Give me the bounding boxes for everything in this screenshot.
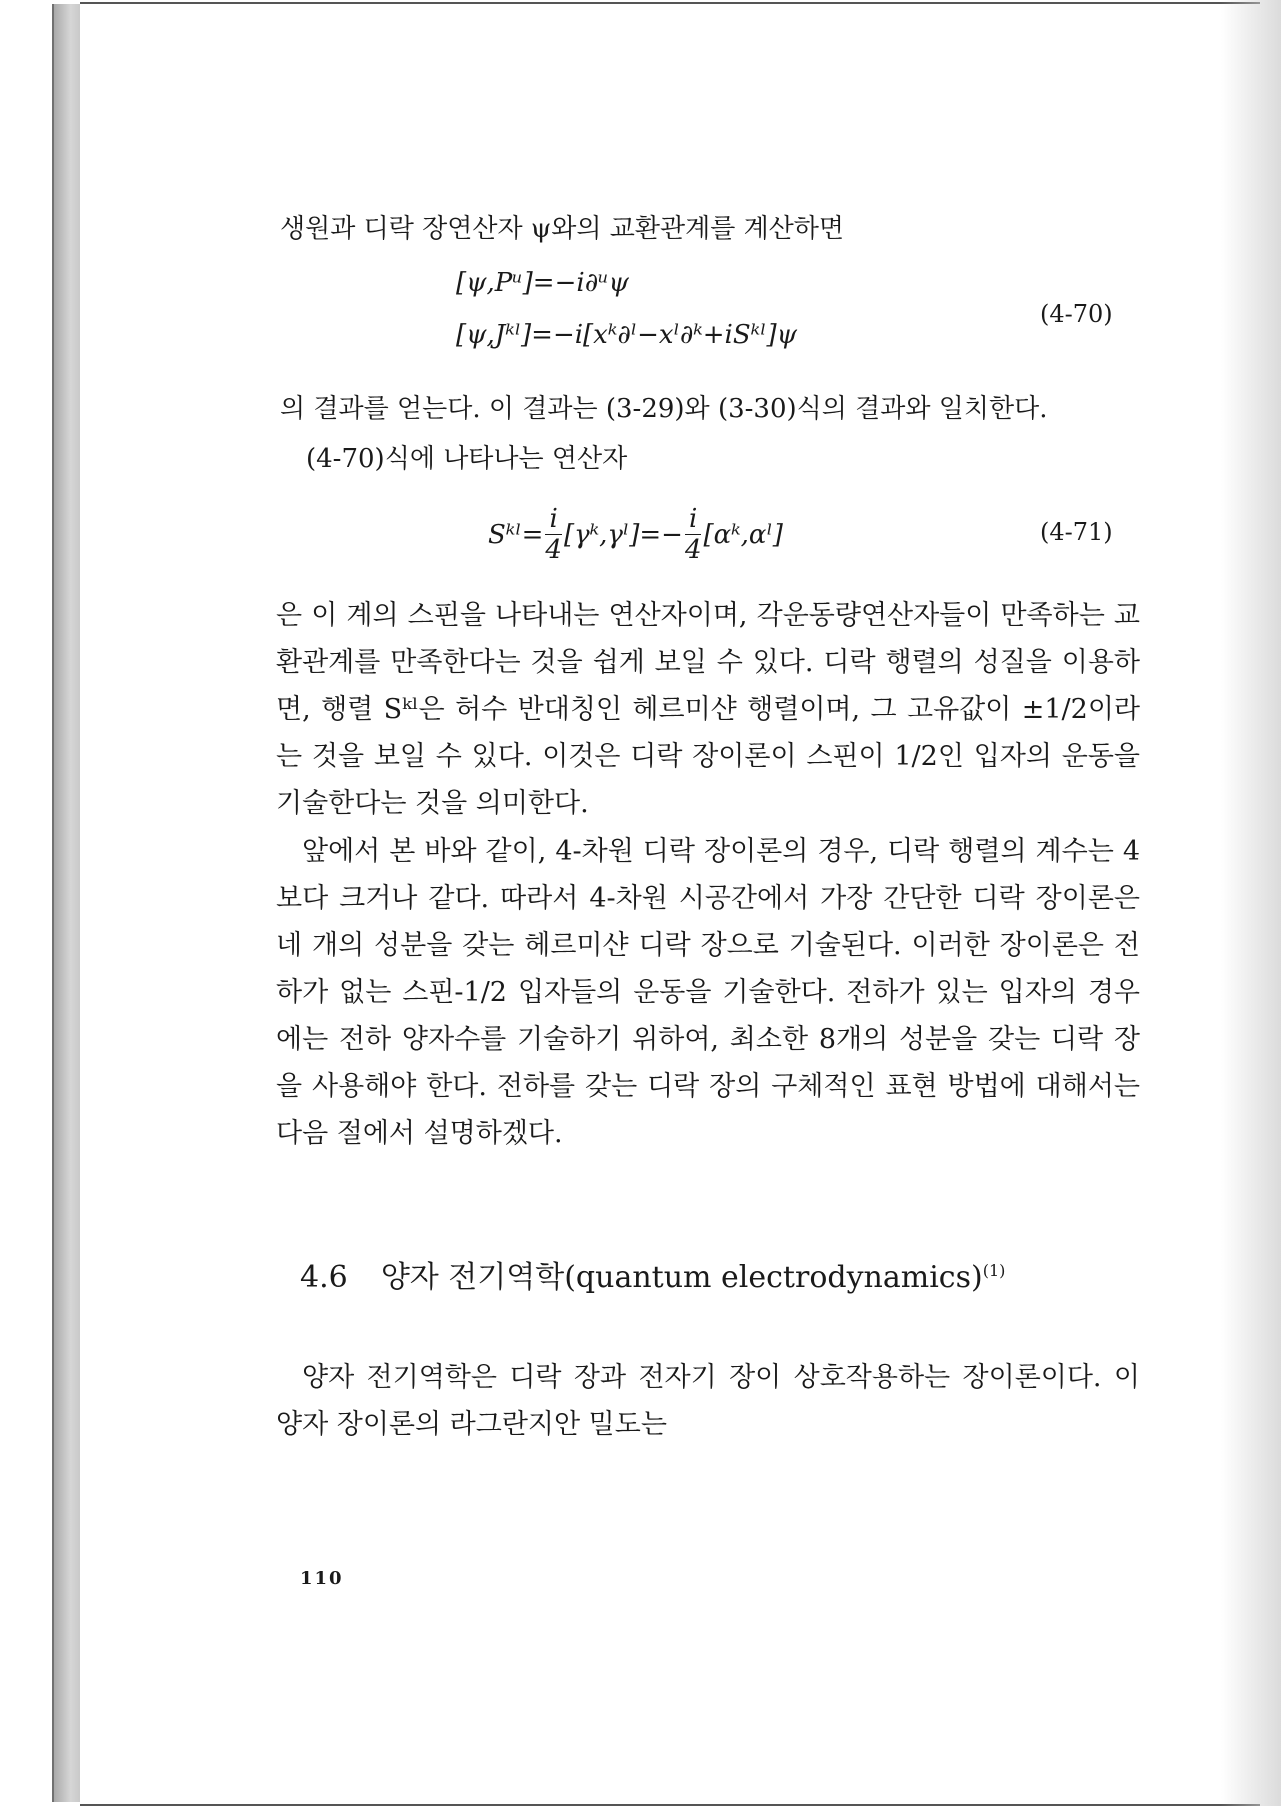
section-footnote: (1): [982, 1261, 1006, 1280]
paragraph-2: 앞에서 본 바와 같이, 4-차원 디락 장이론의 경우, 디락 행렬의 계수는 4보다 크거나 같다. 따라서 4-차원 시공간에서 가장 간단한 디락 장이론은 네 개의 성분을 갖는 헤르미샨 디락 장으로 기술된다. 이러한 장이론은 전하가 없는 스핀-1/2 입자들의 운동을 기술한다. 전하가 있는 입자의 경우에는 전하 양자수를 기술하기 위하여, 최소한 8개의 성분을 갖는 디락 장을 사용해야 한다. 전하를 갖는 디락 장의 구체적인 표현 방법에 대해서는 다음 절에서 설명하겠다.: [276, 836, 1140, 1149]
result-line: 의 결과를 얻는다. 이 결과는 (3-29)와 (3-30)식의 결과와 일치한다.: [280, 394, 1048, 424]
page-number: 110: [300, 1568, 344, 1589]
section-number: 4.6: [300, 1260, 348, 1295]
operator-line: (4-70)식에 나타나는 연산자: [306, 444, 628, 474]
eq-4-71-number: (4-71): [1040, 518, 1113, 546]
eq-4-71-frac2-num: i: [685, 506, 702, 535]
page-shadow: [1221, 0, 1281, 1806]
eq-4-70-line1: [ψ,Pᵘ]=−i∂ᵘψ: [456, 268, 629, 298]
eq-4-70-number: (4-70): [1040, 300, 1113, 328]
section-heading: [300, 1252, 1005, 1296]
paragraph-1: 은 이 계의 스핀을 나타내는 연산자이며, 각운동량연산자들이 만족하는 교환관계를 만족한다는 것을 쉽게 보일 수 있다. 디락 행렬의 성질을 이용하면, 행렬 Sᵏˡ은 허수 반대칭인 헤르미샨 행렬이며, 그 고유값이 ±1/2이라는 것을 보일 수 있다. 이것은 디락 장이론이 스핀이 1/2인 입자의 운동을 기술한다는 것을 의미한다.: [276, 600, 1140, 819]
eq-4-71-lhs: Sᵏˡ=: [488, 519, 544, 550]
eq-4-71-frac2-den: 4: [684, 535, 702, 565]
eq-4-70-line2: [ψ,Jᵏˡ]=−i[xᵏ∂ˡ−xˡ∂ᵏ+iSᵏˡ]ψ: [456, 320, 798, 350]
paragraph-3: 양자 전기역학은 디락 장과 전자기 장이 상호작용하는 장이론이다. 이 양자 장이론의 라그란지안 밀도는: [276, 1362, 1140, 1440]
section-title: 양자 전기역학(quantum electrodynamics): [380, 1260, 983, 1295]
eq-4-71-frac1: [545, 506, 562, 563]
eq-4-71: [488, 506, 783, 563]
intro-line: 생원과 디락 장연산자 ψ와의 교환관계를 계산하면: [280, 214, 845, 244]
eq-4-71-frac1-num: i: [545, 506, 562, 535]
eq-4-71-frac1-den: 4: [545, 535, 562, 565]
eq-4-71-mid: [γᵏ,γˡ]=−: [563, 519, 683, 550]
eq-4-71-frac2: [685, 506, 702, 563]
eq-4-71-rhs: [αᵏ,αˡ]: [703, 519, 783, 550]
